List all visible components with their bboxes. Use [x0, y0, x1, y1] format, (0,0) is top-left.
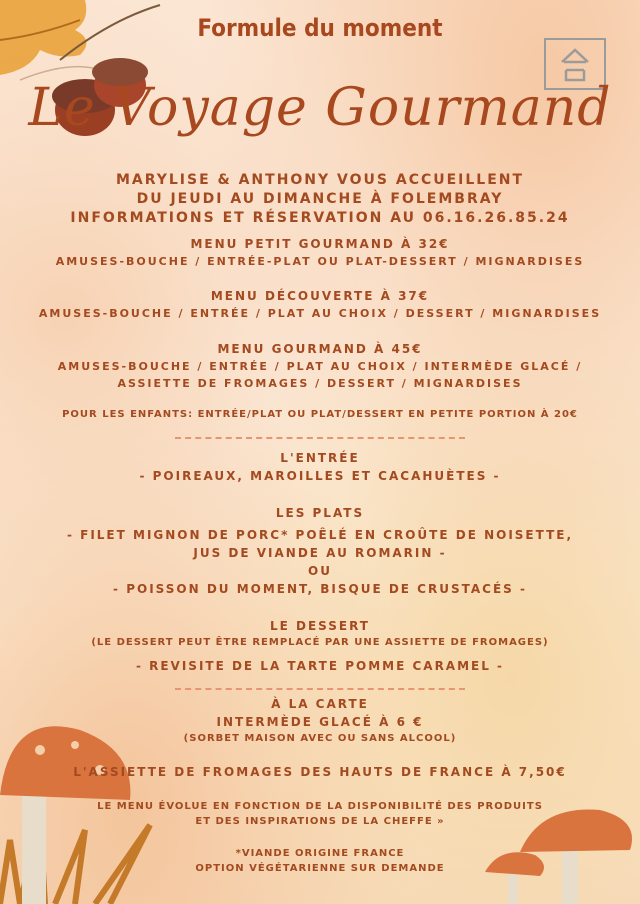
carte-note: (SORBET MAISON AVEC OU SANS ALCOOL)	[183, 733, 457, 744]
dessert-title: LE DESSERT	[269, 619, 370, 633]
fromages-line: L'ASSIETTE DE FROMAGES DES HAUTS DE FRANCE À 7,50€	[73, 765, 567, 779]
plat-item: - FILET MIGNON DE PORC* POÊLÉ EN CROÛTE DE NOISETTE,	[66, 528, 574, 542]
origin-note: *VIANDE ORIGINE FRANCE	[235, 848, 405, 859]
kids-menu: POUR LES ENFANTS: ENTRÉE/PLAT OU PLAT/DESSERT EN PETITE PORTION À 20€	[62, 409, 578, 420]
or-separator: OU	[308, 564, 332, 578]
menu-title: MENU DÉCOUVERTE À 37€	[210, 289, 430, 303]
intro-line: DU JEUDI AU DIMANCHE À FOLEMBRAY	[136, 191, 504, 207]
menu-line: AMUSES-BOUCHE / ENTRÉE-PLAT OU PLAT-DESSERT / MIGNARDISES	[55, 255, 585, 268]
plat-item: JUS DE VIANDE AU ROMARIN -	[193, 546, 447, 560]
entree-title: L'ENTRÉE	[280, 451, 360, 465]
formula-title: Formule du moment	[197, 14, 443, 42]
menu-title: MENU GOURMAND À 45€	[217, 342, 423, 356]
menu-line: AMUSES-BOUCHE / ENTRÉE / PLAT AU CHOIX / DESSERT / MIGNARDISES	[38, 307, 602, 320]
footer-note: ET DES INSPIRATIONS DE LA CHEFFE »	[195, 816, 445, 827]
section-divider	[175, 437, 465, 439]
dessert-note: (LE DESSERT PEUT ÊTRE REMPLACÉ PAR UNE ASSIETTE DE FROMAGES)	[91, 637, 549, 648]
carte-title: À LA CARTE	[271, 697, 369, 711]
phone-line: INFORMATIONS ET RÉSERVATION AU 06.16.26.85.24	[70, 210, 570, 226]
footer-note: LE MENU ÉVOLUE EN FONCTION DE LA DISPONIBILITÉ DES PRODUITS	[97, 801, 543, 812]
menu-line: AMUSES-BOUCHE / ENTRÉE / PLAT AU CHOIX / INTERMÈDE GLACÉ /	[57, 360, 583, 373]
plats-title: LES PLATS	[275, 506, 365, 520]
menu-title: MENU PETIT GOURMAND À 32€	[190, 237, 450, 251]
carte-item: INTERMÈDE GLACÉ À 6 €	[216, 715, 424, 729]
menu-line: ASSIETTE DE FROMAGES / DESSERT / MIGNARDISES	[117, 377, 523, 390]
section-divider	[175, 688, 465, 690]
plat-item: - POISSON DU MOMENT, BISQUE DE CRUSTACÉS -	[113, 582, 527, 596]
dessert-item: - REVISITE DE LA TARTE POMME CARAMEL -	[135, 659, 505, 673]
entree-item: - POIREAUX, MAROILLES ET CACAHUÈTES -	[139, 469, 501, 483]
intro-line: MARYLISE & ANTHONY VOUS ACCUEILLENT	[115, 172, 525, 188]
vegetarian-note: OPTION VÉGÉTARIENNE SUR DEMANDE	[195, 863, 445, 874]
restaurant-name: Le Voyage Gourmand	[28, 78, 612, 138]
